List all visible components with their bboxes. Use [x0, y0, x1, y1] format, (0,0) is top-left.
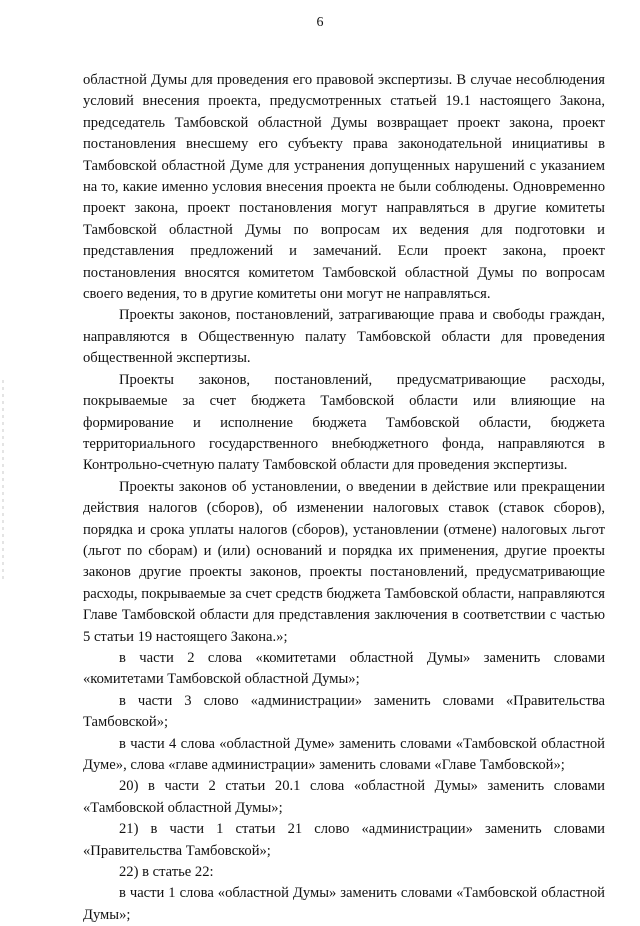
paragraph: в части 1 слова «областной Думы» заменить словами «Тамбовской областной Думы»; — [83, 885, 605, 923]
paragraph: Проекты законов об установлении, о введении в действие или прекращении действия налогов (сборов), об изменении налоговых ставок (ставок сборов), порядка и срока уплаты налогов (сборов), установлении (отмене) налоговых льгот (льгот по сборам) и (или) оснований и порядка их применения, другие проекты законов другие проекты законов, проекты постановлений, предусматривающие расходы, покрываемые за счет средств бюджета Тамбовской области, направляются Главе Тамбовской области для представления заключения в соответствии с частью 5 статьи 19 настоящего Закона.»; — [83, 478, 605, 645]
paragraph: Проекты законов, постановлений, затрагивающие права и свободы граждан, направляются в Общественную палату Тамбовской области для проведения общественной экспертизы. — [83, 307, 605, 367]
paragraph: областной Думы для проведения его правовой экспертизы. В случае несоблюдения условий внесения проекта, предусмотренных статьей 19.1 настоящего Закона, председатель Тамбовской областной Думы возвращает проект закона, проект постановления внесшему его субъекту права законодательной инициативы в Тамбовской областной Думе для устранения допущенных нарушений с указанием на то, какие именно условия внесения проекта не были соблюдены. Одновременно проект закона, проект постановления могут направляться в другие комитеты Тамбовской областной Думы по вопросам их ведения для подготовки и представления предложений и замечаний. Если проект закона, проект постановления вносятся комитетом Тамбовской областной Думы по вопросам своего ведения, то в другие комитеты они могут не направляться. — [83, 72, 605, 303]
document-body — [83, 70, 605, 926]
paragraph: в части 3 слово «администрации» заменить словами «Правительства Тамбовской»; — [83, 692, 605, 731]
paragraph: 21) в части 1 статьи 21 слово «администрации» заменить словами «Правительства Тамбовской»; — [83, 821, 605, 859]
paragraph: в части 4 слова «областной Думе» заменить словами «Тамбовской областной Думе», слова «главе администрации» заменить словами «Главе Тамбовской»; — [83, 735, 605, 773]
paragraph: 20) в части 2 статьи 20.1 слова «областной Думы» заменить словами «Тамбовской областной Думы»; — [83, 778, 605, 816]
paragraph: 22) в статье 22: — [119, 864, 214, 881]
paragraph: в части 2 слова «комитетами областной Думы» заменить словами «комитетами Тамбовской областной Думы»; — [83, 649, 605, 688]
page-number: 6 — [316, 15, 324, 30]
paragraph: Проекты законов, постановлений, предусматривающие расходы, покрываемые за счет бюджета Тамбовской области или влияющие на формирование и исполнение бюджета Тамбовской области, бюджета территориального государственного внебюджетного фонда, направляются в Контрольно-счетную палату Тамбовской области для проведения экспертизы. — [83, 371, 605, 474]
margin-scan-mark — [2, 380, 4, 580]
